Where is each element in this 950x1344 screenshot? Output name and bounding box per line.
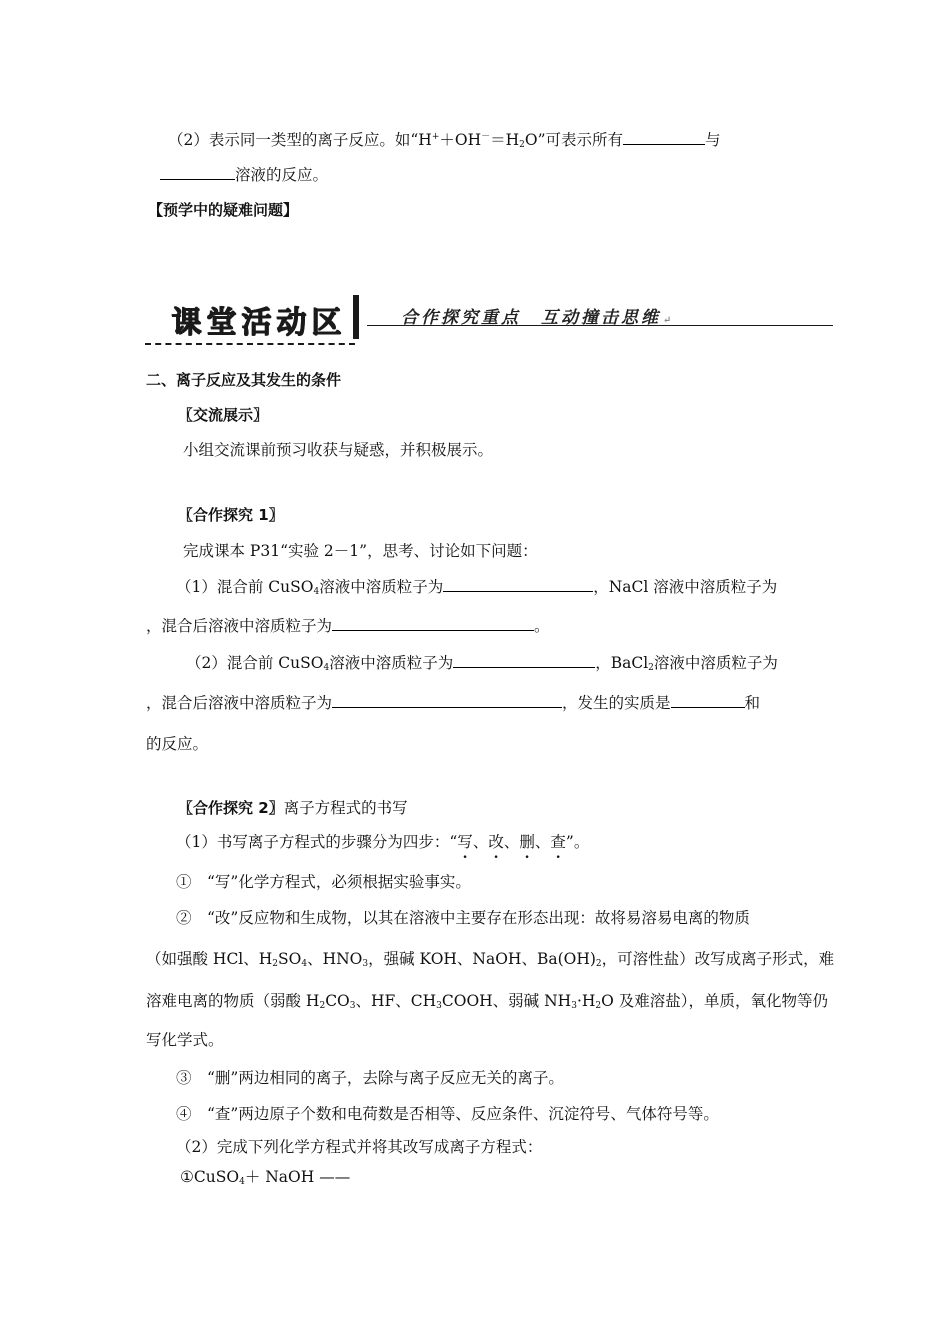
- classroom-activity-banner: [145, 295, 835, 355]
- section-heading: 二、离子反应及其发生的条件: [146, 371, 342, 389]
- coop2-title: 离子方程式的书写: [283, 799, 408, 817]
- banner-title: 课堂活动区: [171, 305, 346, 340]
- step-3: ③ “删”两边相同的离子，去除与离子反应无关的离子。: [176, 1069, 564, 1087]
- part-2-intro: （2）完成下列化学方程式并将其改写成离子方程式：: [176, 1138, 543, 1156]
- banner-dashed-line: [145, 343, 355, 345]
- steps-intro-line: （1）书写离子方程式的步骤分为四步：“写、改、删、查”。: [176, 833, 590, 851]
- exchange-text: 小组交流课前预习收获与疑惑，并积极展示。: [183, 441, 494, 459]
- answer-blank[interactable]: [671, 692, 745, 708]
- step-2-line-4: 写化学式。: [146, 1031, 224, 1049]
- step-emphasis: 查: [550, 833, 566, 851]
- coop1-heading: 〖合作探究 1〗: [178, 506, 284, 524]
- ionic-reaction-example-line-2: 溶液的反应。: [160, 164, 328, 185]
- answer-blank[interactable]: [332, 692, 562, 708]
- answer-blank[interactable]: [332, 615, 534, 631]
- question-2-line-1: （2）混合前 CuSO$_4$溶液中溶质粒子为 ，BaCl$_2$溶液中溶质粒子为: [186, 654, 778, 673]
- paragraph-mark-icon: ↵: [663, 315, 675, 326]
- step-2-line-1: ② “改”反应物和生成物，以其在溶液中主要存在形态出现：故将易溶易电离的物质: [176, 909, 750, 927]
- answer-blank[interactable]: [623, 129, 705, 145]
- step-emphasis: 写: [457, 833, 473, 851]
- coop2-heading: 〖合作探究 2〗: [178, 799, 284, 817]
- answer-blank[interactable]: [453, 652, 595, 668]
- banner-slogan: 合作探究重点 互动撞击思维 ↵: [401, 308, 675, 328]
- question-1-line-1: （1）混合前 CuSO$_4$溶液中溶质粒子为 ，NaCl 溶液中溶质粒子为: [176, 578, 778, 597]
- step-emphasis: 删: [519, 833, 535, 851]
- banner-divider-bar: [353, 295, 359, 339]
- coop1-intro: 完成课本 P31“实验 2－1”，思考、讨论如下问题：: [183, 542, 538, 560]
- answer-blank[interactable]: [160, 164, 235, 180]
- step-2-line-3: 溶难电离的物质（弱酸 $H_2CO_3$、HF、$CH_3COOH$、弱碱 $NH_3\cdot H_2O$ 及难溶盐），单质，氧化物等仍: [146, 992, 829, 1011]
- question-2-line-3: 的反应。: [146, 735, 209, 753]
- step-4: ④ “查”两边原子个数和电荷数是否相等、反应条件、沉淀符号、气体符号等。: [176, 1105, 719, 1123]
- exchange-heading: 〖交流展示〗: [178, 406, 269, 424]
- question-1-line-2: ，混合后溶液中溶质粒子为 。: [146, 617, 550, 635]
- step-emphasis: 改: [488, 833, 504, 851]
- equation-1: ①CuSO$_4$＋ NaOH ——: [180, 1168, 351, 1187]
- difficulty-heading: 【预学中的疑难问题】: [148, 201, 299, 219]
- coop2-heading-line: [178, 798, 408, 818]
- ionic-reaction-example-line: （2）表示同一类型的离子反应。如“$H^++OH^-=H_2O$”可表示所有 与: [168, 131, 721, 150]
- question-2-line-2: ，混合后溶液中溶质粒子为 ，发生的实质是 和: [146, 694, 761, 712]
- answer-blank[interactable]: [443, 576, 593, 592]
- step-2-line-2: （如强酸 HCl、$H_2SO_4$、$HNO_3$，强碱 KOH、NaOH、$Ba(OH)_2$，可溶性盐）改写成离子形式，难: [146, 950, 835, 969]
- step-1: ① “写”化学方程式，必须根据实验事实。: [176, 873, 471, 891]
